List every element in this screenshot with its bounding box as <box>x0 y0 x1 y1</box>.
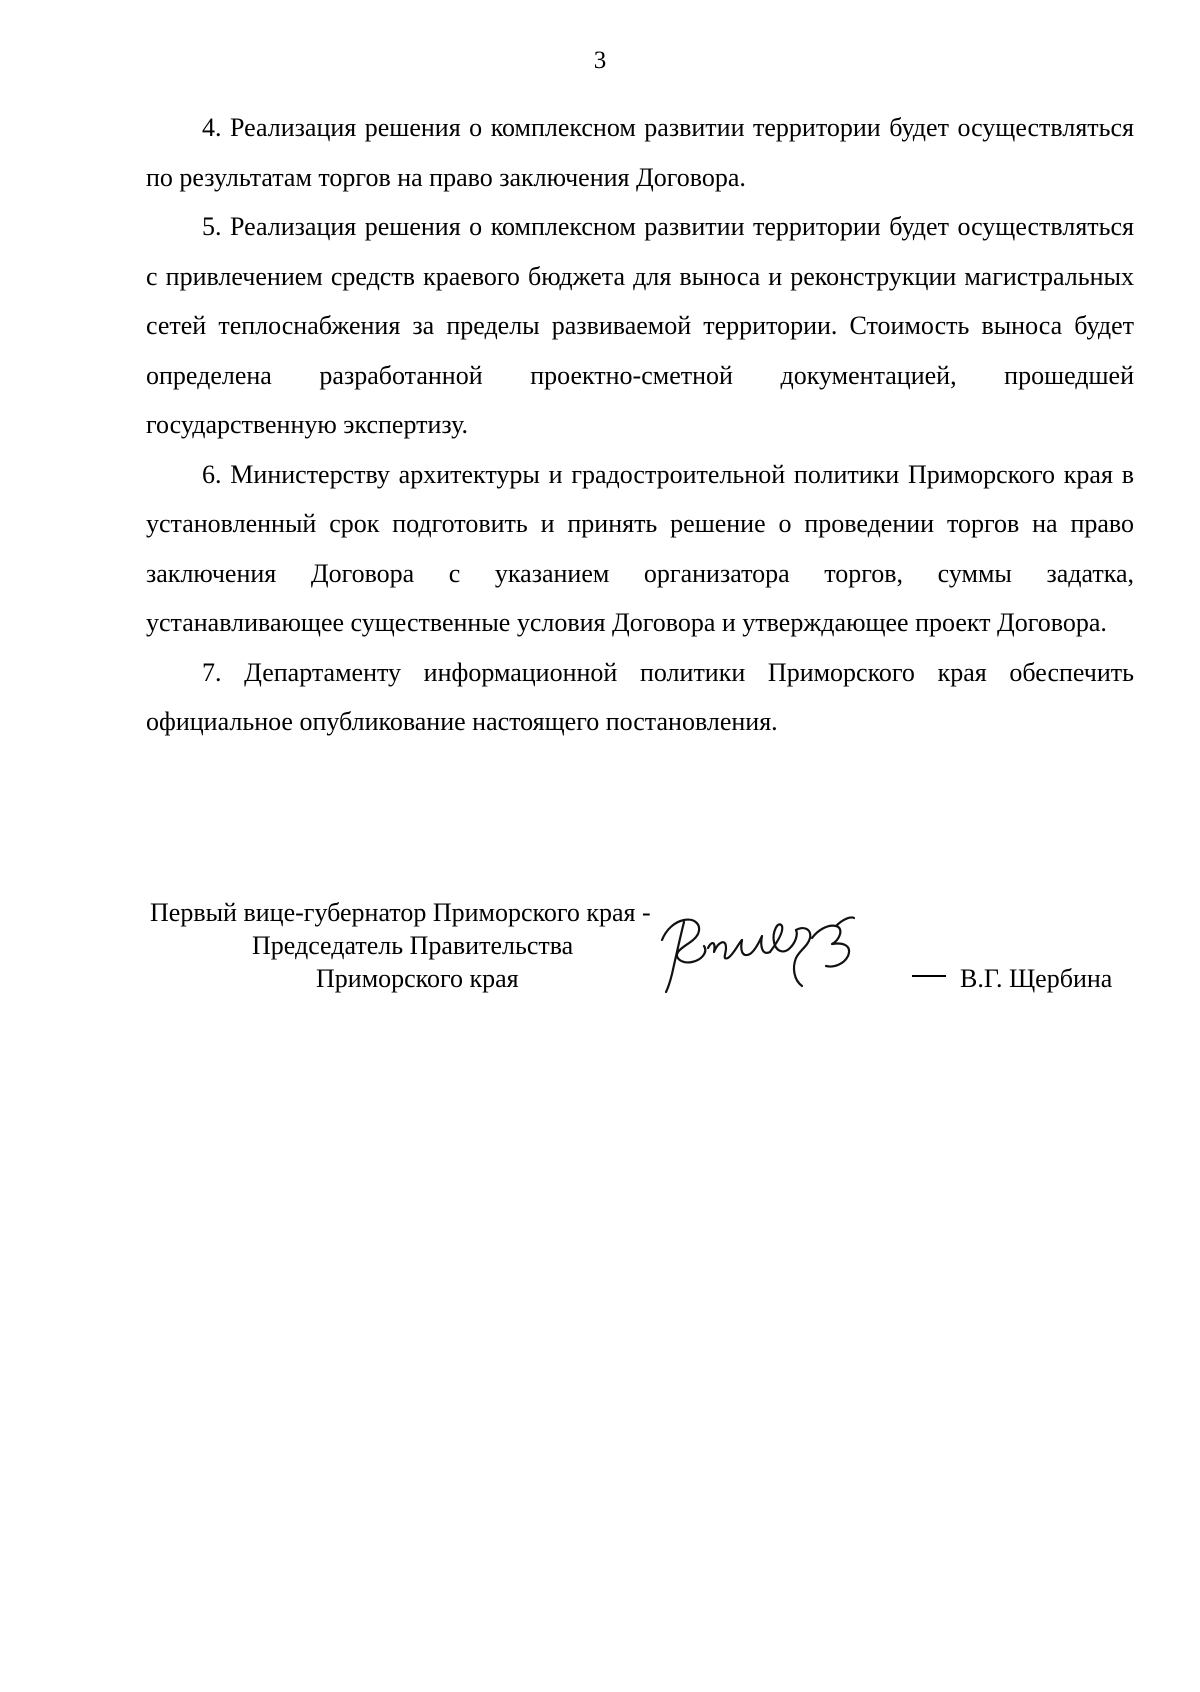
signer-name: В.Г. Щербина <box>960 964 1113 993</box>
paragraph-7: 7. Департаменту информационной политики Приморского края обеспечить официальное опубликование настоящего постановления. <box>146 657 1134 736</box>
signature-dash <box>912 975 946 977</box>
paragraph-6: 6. Министерству архитектуры и градостроительной политики Приморского края в установленный срок подготовить и принять решение о проведении торгов на право заключения Договора с указанием организатора торгов, суммы задатка, устанавливающее существенные условия Договора и утверждающее проект Договора. <box>146 459 1134 637</box>
page-number: 3 <box>593 47 607 74</box>
signer-title-line-3: Приморского края <box>316 964 519 993</box>
signer-title-line-2: Председатель Правительства <box>252 931 574 960</box>
document-body <box>146 103 1134 747</box>
signature-block <box>0 896 1200 1006</box>
handwritten-signature-icon <box>656 908 896 998</box>
paragraph-5: 5. Реализация решения о комплексном развитии территории будет осуществляться с привлечением средств краевого бюджета для выноса и реконструкции магистральных сетей теплоснабжения за пределы развиваемой территории. Стоимость выноса будет определена разработанной проектно-сметной документацией, прошедшей государственную экспертизу. <box>146 212 1134 439</box>
signer-title-line-1: Первый вице-губернатор Приморского края - <box>150 898 651 927</box>
paragraph-4: 4. Реализация решения о комплексном развитии территории будет осуществляться по результатам торгов на право заключения Договора. <box>146 113 1134 192</box>
